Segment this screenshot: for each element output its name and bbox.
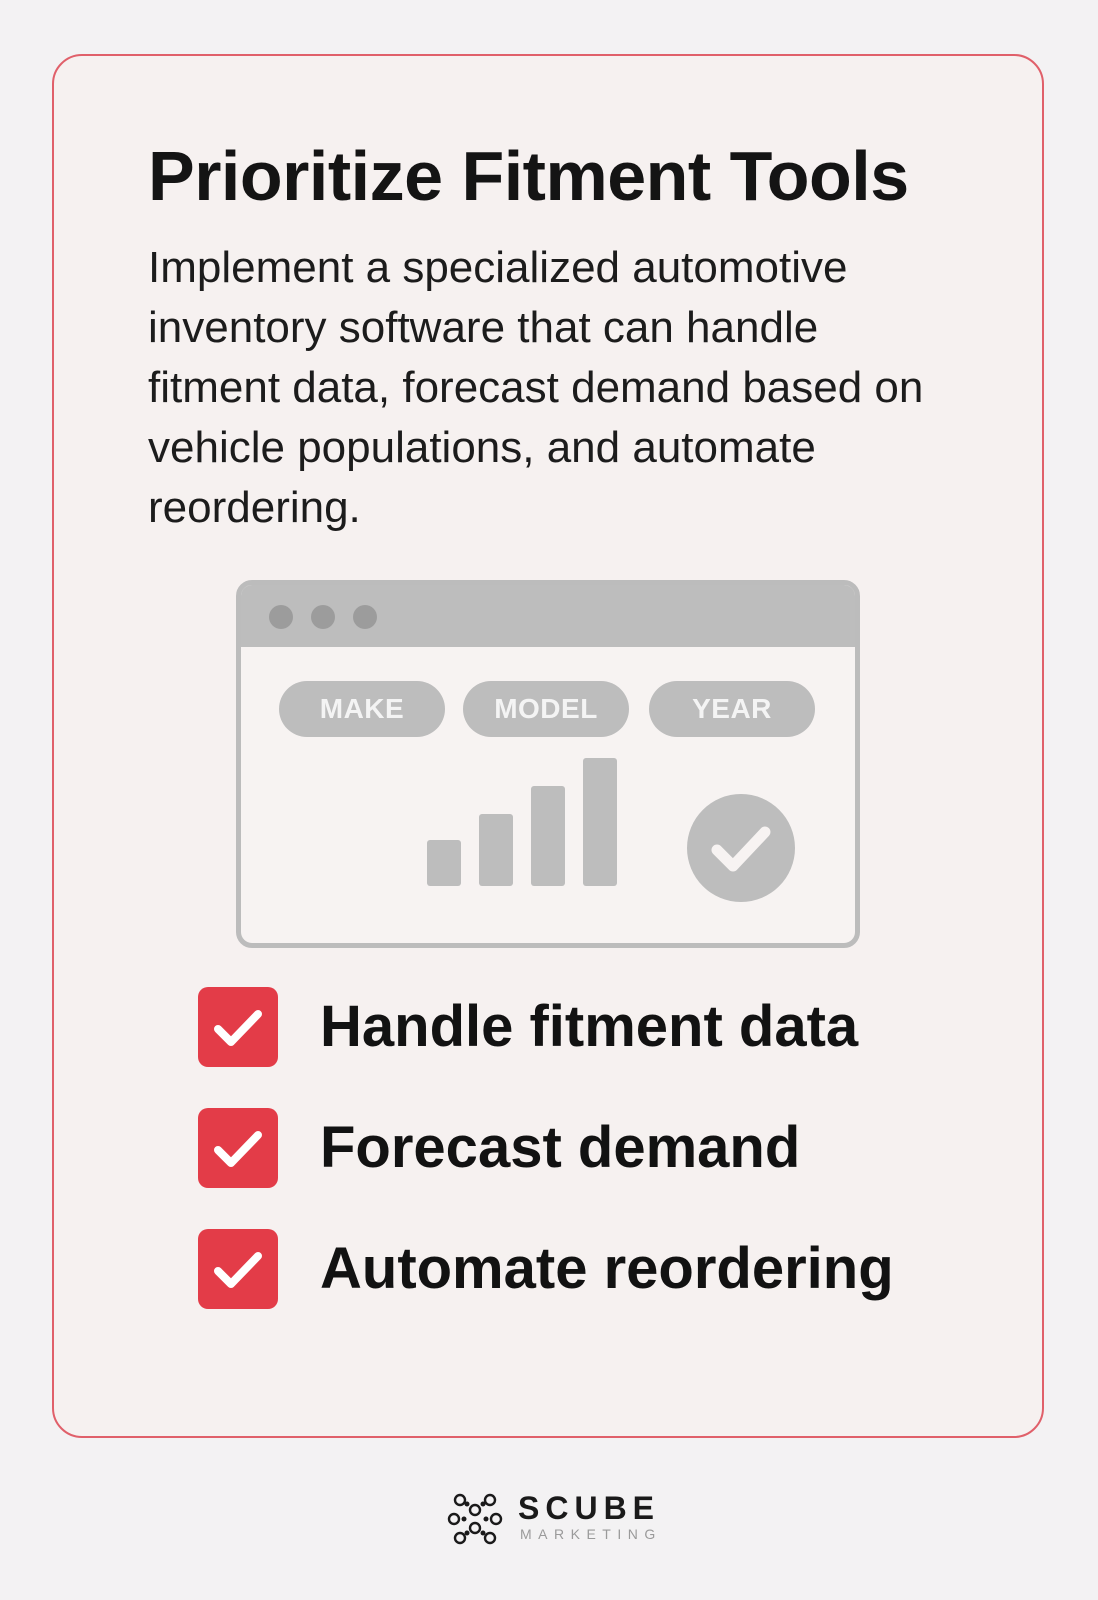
scube-logo-mark-icon (446, 1490, 504, 1548)
window-title-bar (241, 585, 855, 647)
checkbox-checked-icon (198, 1108, 278, 1188)
checklist-item-fitment (198, 987, 958, 1067)
checklist-label: Handle fitment data (320, 994, 859, 1059)
model-filter-pill: MODEL (463, 681, 629, 737)
year-filter-pill: YEAR (649, 681, 815, 737)
checklist-item-reorder (198, 1229, 958, 1309)
window-dot-icon (269, 605, 293, 629)
checklist-label: Automate reordering (320, 1236, 894, 1301)
checklist-item-forecast (198, 1108, 958, 1188)
logo-name: SCUBE (518, 1490, 661, 1526)
bar-chart-bar (427, 840, 461, 886)
description-text: Implement a specialized automotive inventory software that can handle fitment data, forecast demand based on vehicle populations, and automate reordering. (148, 243, 924, 532)
window-dot-icon (353, 605, 377, 629)
software-window-illustration (236, 580, 860, 948)
scube-logo (446, 1488, 662, 1548)
checkbox-checked-icon (198, 1229, 278, 1309)
bar-chart-bar (583, 758, 617, 886)
checklist-label: Forecast demand (320, 1115, 801, 1180)
window-dot-icon (311, 605, 335, 629)
logo-tagline: MARKETING (520, 1526, 662, 1542)
check-circle-icon (687, 794, 795, 902)
bar-chart-bar (479, 814, 513, 886)
bar-chart-bar (531, 786, 565, 886)
make-filter-pill: MAKE (279, 681, 445, 737)
checkbox-checked-icon (198, 987, 278, 1067)
page-title: Prioritize Fitment Tools (148, 137, 909, 215)
